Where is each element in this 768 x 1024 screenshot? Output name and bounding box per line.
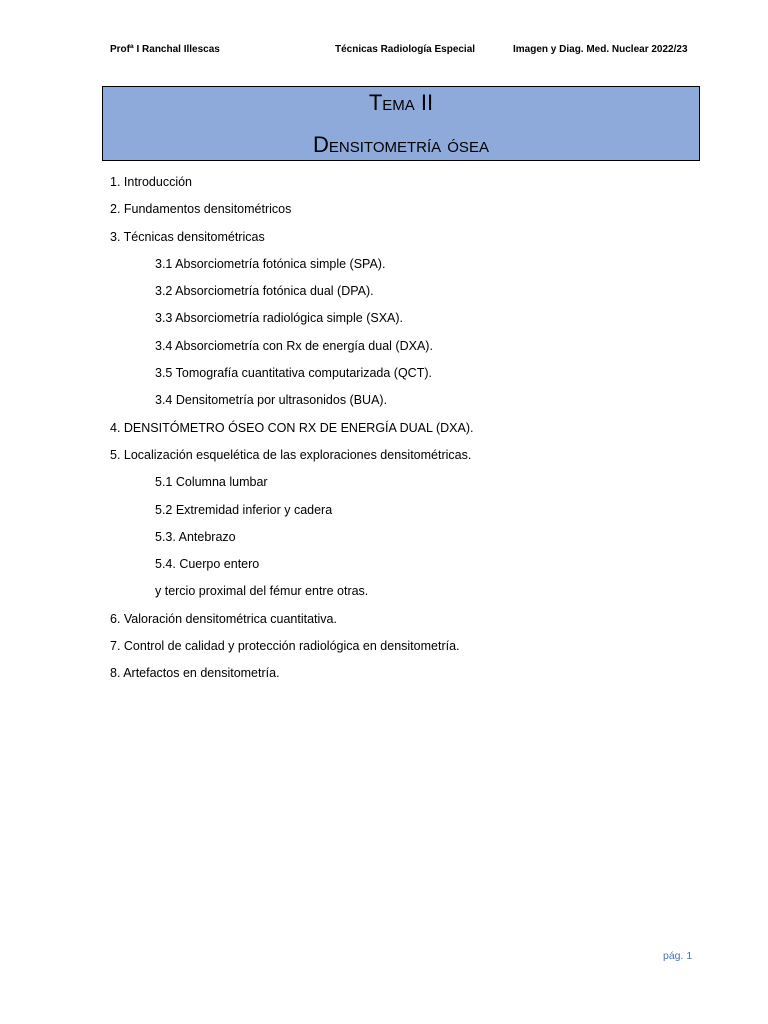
toc-item-text: 4. DENSITÓMETRO ÓSEO CON RX DE ENERGÍA DUAL (DXA). xyxy=(110,420,474,435)
toc-section-item xyxy=(0,201,768,228)
toc-subsection-item xyxy=(0,392,768,419)
toc-item-text: 5. Localización esquelética de las exploraciones densitométricas. xyxy=(110,447,472,462)
toc-item-text: 2. Fundamentos densitométricos xyxy=(110,202,292,217)
toc-item-text: 3. Técnicas densitométricas xyxy=(110,229,265,244)
table-of-contents xyxy=(0,174,768,693)
toc-item-text: 7. Control de calidad y protección radiológica en densitometría. xyxy=(110,639,460,654)
toc-item-text: 6. Valoración densitométrica cuantitativa. xyxy=(110,611,337,626)
toc-item-text: 1. Introducción xyxy=(110,175,192,189)
toc-section-item xyxy=(0,174,768,201)
toc-item-text: 5.2 Extremidad inferior y cadera xyxy=(155,502,333,517)
toc-item-text: 3.5 Tomografía cuantitativa computarizada (QCT). xyxy=(155,366,432,381)
toc-item-text: 5.4. Cuerpo entero xyxy=(155,557,260,572)
title-box xyxy=(102,86,700,161)
toc-subsection-item xyxy=(0,256,768,283)
header-author: Profª I Ranchal Illescas xyxy=(110,44,220,55)
topic-number-title: Tema II xyxy=(368,90,434,115)
toc-item-text: 3.1 Absorciometría fotónica simple (SPA). xyxy=(155,256,386,271)
toc-subsection-item xyxy=(0,556,768,583)
toc-item-text: 8. Artefactos en densitometría. xyxy=(110,666,280,681)
toc-item-text: 3.3 Absorciometría radiológica simple (SXA). xyxy=(155,311,404,326)
topic-name-title: Densitometría ósea xyxy=(313,132,489,157)
toc-subsection-item xyxy=(0,338,768,365)
toc-subsection-item xyxy=(0,583,768,610)
toc-subsection-item xyxy=(0,474,768,501)
toc-section-item xyxy=(0,665,768,692)
toc-section-item xyxy=(0,420,768,447)
toc-section-item xyxy=(0,229,768,256)
header-course: Imagen y Diag. Med. Nuclear 2022/23 xyxy=(513,44,688,55)
toc-subsection-item xyxy=(0,283,768,310)
toc-section-item xyxy=(0,638,768,665)
toc-item-text: 5.1 Columna lumbar xyxy=(155,475,268,490)
toc-subsection-item xyxy=(0,365,768,392)
toc-item-text: 3.2 Absorciometría fotónica dual (DPA). xyxy=(155,284,374,299)
toc-subsection-item xyxy=(0,529,768,556)
page-header xyxy=(0,44,768,58)
toc-subsection-item xyxy=(0,502,768,529)
header-subject: Técnicas Radiología Especial xyxy=(335,44,476,55)
toc-item-text: 3.4 Absorciometría con Rx de energía dual (DXA). xyxy=(155,338,433,353)
toc-subsection-item xyxy=(0,310,768,337)
toc-item-text: y tercio proximal del fémur entre otras. xyxy=(155,584,369,599)
toc-item-text: 3.4 Densitometría por ultrasonidos (BUA). xyxy=(155,393,388,408)
page-number: pág. 1 xyxy=(663,950,693,962)
toc-item-text: 5.3. Antebrazo xyxy=(155,529,236,544)
toc-section-item xyxy=(0,447,768,474)
toc-section-item xyxy=(0,611,768,638)
